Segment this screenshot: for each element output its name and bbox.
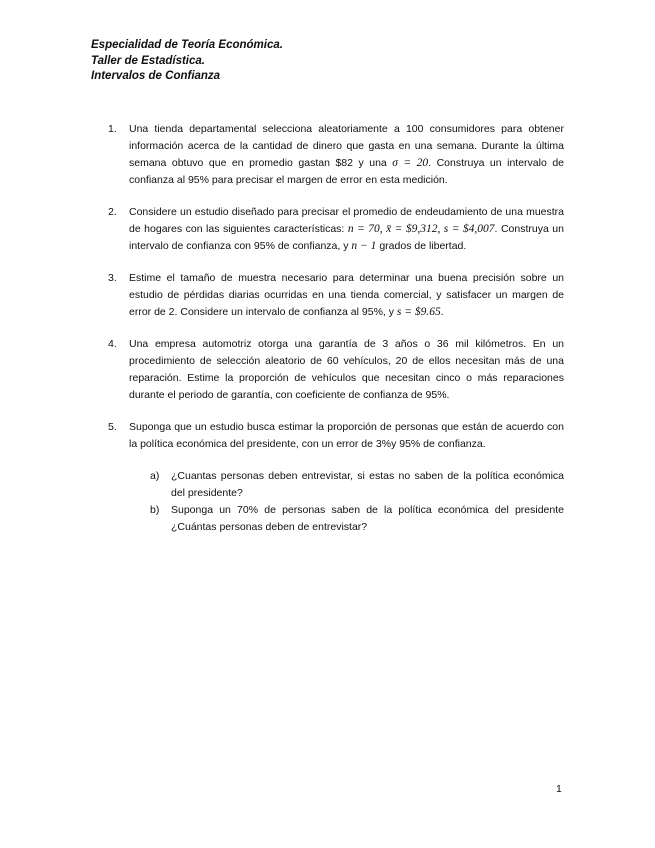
exercise-text: Una empresa automotriz otorga una garantía de 3 años o 36 mil kilómetros. En un procedimiento de selección aleatorio de 60 vehículos, 20 de ellos necesitan más de una reparación. Estime la proporción de vehículos que necesitan cinco o más reparaciones durante el periodo de garantía, con coeficiente de confianza de 95%. bbox=[129, 338, 564, 401]
math-expression: s = $9.65 bbox=[396, 306, 441, 318]
subquestion-label: a) bbox=[150, 470, 160, 482]
exercise-2 bbox=[108, 204, 564, 255]
math-expression: σ = 20 bbox=[392, 157, 429, 169]
exercise-1 bbox=[108, 121, 564, 189]
exercise-4 bbox=[108, 336, 564, 404]
exercise-5 bbox=[108, 419, 564, 453]
exercise-text: Suponga que un estudio busca estimar la proporción de personas que están de acuerdo con la política económica del presidente, con un error de 3%y 95% de confianza. bbox=[129, 421, 564, 450]
header-specialty: Especialidad de Teoría Económica. bbox=[91, 39, 283, 51]
exercise-3 bbox=[108, 270, 564, 321]
subquestion-b bbox=[150, 502, 564, 536]
exercise-text: Estime el tamaño de muestra necesario para determinar una buena precisión sobre un estudio de pérdidas diarias ocurridas en una tienda comercial, y satisfacer un margen de error de 2. Considere un intervalo de confianza al 95%, y s = $9.65. bbox=[129, 272, 564, 318]
exercise-number: 4. bbox=[108, 338, 117, 350]
exercise-number: 1. bbox=[108, 123, 117, 135]
exercise-number: 5. bbox=[108, 421, 117, 433]
exercise-text: Considere un estudio diseñado para precisar el promedio de endeudamiento de una muestra de hogares con las siguientes características: n = 70, x̄ = $9,312, s = $4,007. Construya un intervalo de confianza con 95% de confianza, y n − 1 grados de libertad. bbox=[129, 206, 564, 252]
exercise-number: 2. bbox=[108, 206, 117, 218]
header-topic: Intervalos de Confianza bbox=[91, 70, 221, 82]
document-header bbox=[91, 38, 283, 85]
subquestion-a bbox=[150, 468, 564, 502]
subquestion-label: b) bbox=[150, 504, 160, 516]
exercise-number: 3. bbox=[108, 272, 117, 284]
math-expression: n = 70, x̄ = $9,312, s = $4,007 bbox=[347, 223, 495, 235]
exercise-text: Una tienda departamental selecciona aleatoriamente a 100 consumidores para obtener información acerca de la cantidad de dinero que gasta en una semana. Durante la última semana obtuvo que en promedio gastan $82 y una σ = 20. Construya un intervalo de confianza al 95% para precisar el margen de error en esta medición. bbox=[129, 123, 564, 186]
subquestion-text: ¿Cuantas personas deben entrevistar, si estas no saben de la política económica del presidente? bbox=[171, 470, 564, 499]
subquestion-text: Suponga un 70% de personas saben de la política económica del presidente ¿Cuántas personas deben de entrevistar? bbox=[171, 504, 564, 533]
header-workshop: Taller de Estadística. bbox=[91, 54, 205, 67]
math-expression: n − 1 bbox=[351, 240, 377, 252]
page-number: 1 bbox=[556, 783, 562, 795]
